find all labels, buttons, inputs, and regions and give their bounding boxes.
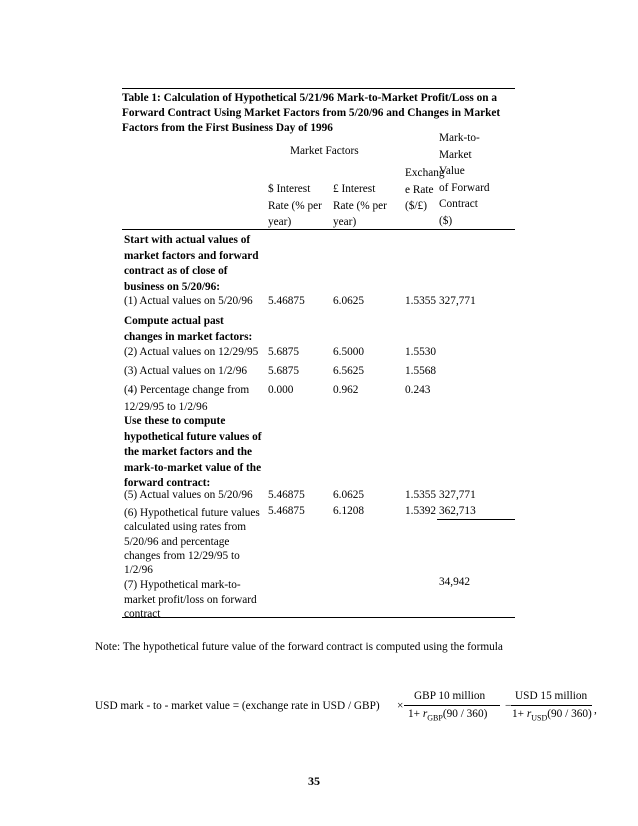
market-factors-header: Market Factors (290, 145, 359, 157)
formula-numerator-1: GBP 10 million (414, 690, 486, 702)
row-6-label: (6) Hypothetical future values calculated using rates from 5/20/96 and percentage changes from 12/29/95 to 1/2/96 (124, 507, 260, 577)
row-1-label: (1) Actual values on 5/20/96 (124, 295, 253, 307)
row-6-fx: 1.5392 (405, 505, 437, 517)
row-1-mtm: 327,771 (439, 295, 476, 307)
formula-denominator-2: $1+ r_{USD}(90 / 360)$ (512, 708, 592, 723)
fraction-bar-1 (404, 705, 500, 706)
row-4-fx: 0.243 (405, 384, 431, 396)
formula-note: Note: The hypothetical future value of the forward contract is computed using the formula (95, 641, 503, 653)
formula-numerator-2: USD 15 million (515, 690, 588, 702)
row-2-label: (2) Actual values on 12/29/95 (124, 346, 259, 358)
row-6-mtm: 362,713 (439, 505, 476, 517)
header-mtm-value: Mark-to- Market Value of Forward Contract ($) (439, 132, 490, 227)
row-1-usd: 5.46875 (268, 295, 305, 307)
row-6-usd: 5.46875 (268, 505, 305, 517)
header-exchange-rate: Exchang e Rate ($/£) (405, 167, 445, 212)
header-usd-rate: $ Interest Rate (% per year) (268, 183, 322, 228)
page-number: 35 (308, 774, 320, 788)
row-5-mtm: 327,771 (439, 489, 476, 501)
row-6-gbp: 6.1208 (333, 505, 365, 517)
row-1-fx: 1.5355 (405, 295, 437, 307)
row-4-gbp: 0.962 (333, 384, 359, 396)
section-use: Use these to compute hypothetical future values of the market factors and the mark-to-market value of the forward contract: (124, 415, 262, 489)
row-3-label: (3) Actual values on 1/2/96 (124, 365, 247, 377)
formula-lhs: USD mark - to - market value = (exchange rate in USD / GBP) (95, 700, 380, 712)
row-1-gbp: 6.0625 (333, 295, 365, 307)
formula-denominator-1: $1+ r_{GBP}(90 / 360)$ (408, 708, 488, 723)
formula-end-comma: , (594, 704, 597, 716)
row-2-usd: 5.6875 (268, 346, 300, 358)
row-4-usd: 0.000 (268, 384, 294, 396)
table-title: Table 1: Calculation of Hypothetical 5/21/96 Mark-to-Market Profit/Loss on a Forward Contract Using Market Factors from 5/20/96 and Changes in Market Factors from the First Business Day of 1996 (122, 92, 501, 134)
section-compute: Compute actual past changes in market factors: (124, 315, 253, 343)
formula-minus: − (505, 700, 512, 712)
fraction-bar-2 (511, 705, 592, 706)
row-2-fx: 1.5530 (405, 346, 437, 358)
row-5-fx: 1.5355 (405, 489, 437, 501)
header-gbp-rate: £ Interest Rate (% per year) (333, 183, 387, 228)
row-2-gbp: 6.5000 (333, 346, 365, 358)
row-5-usd: 5.46875 (268, 489, 305, 501)
row-7-mtm: 34,942 (439, 576, 471, 588)
row-7-label: (7) Hypothetical mark-to- market profit/loss on forward contract (124, 579, 257, 620)
row-3-gbp: 6.5625 (333, 365, 365, 377)
row-5-gbp: 6.0625 (333, 489, 365, 501)
row-3-usd: 5.6875 (268, 365, 300, 377)
row-4-label: (4) Percentage change from 12/29/95 to 1/2/96 (124, 384, 250, 413)
formula-times: × (397, 700, 404, 712)
rule-top (122, 88, 515, 89)
section-start: Start with actual values of market factors and forward contract as of close of business on 5/20/96: (124, 234, 259, 293)
row-3-fx: 1.5568 (405, 365, 437, 377)
row-5-label: (5) Actual values on 5/20/96 (124, 489, 253, 501)
